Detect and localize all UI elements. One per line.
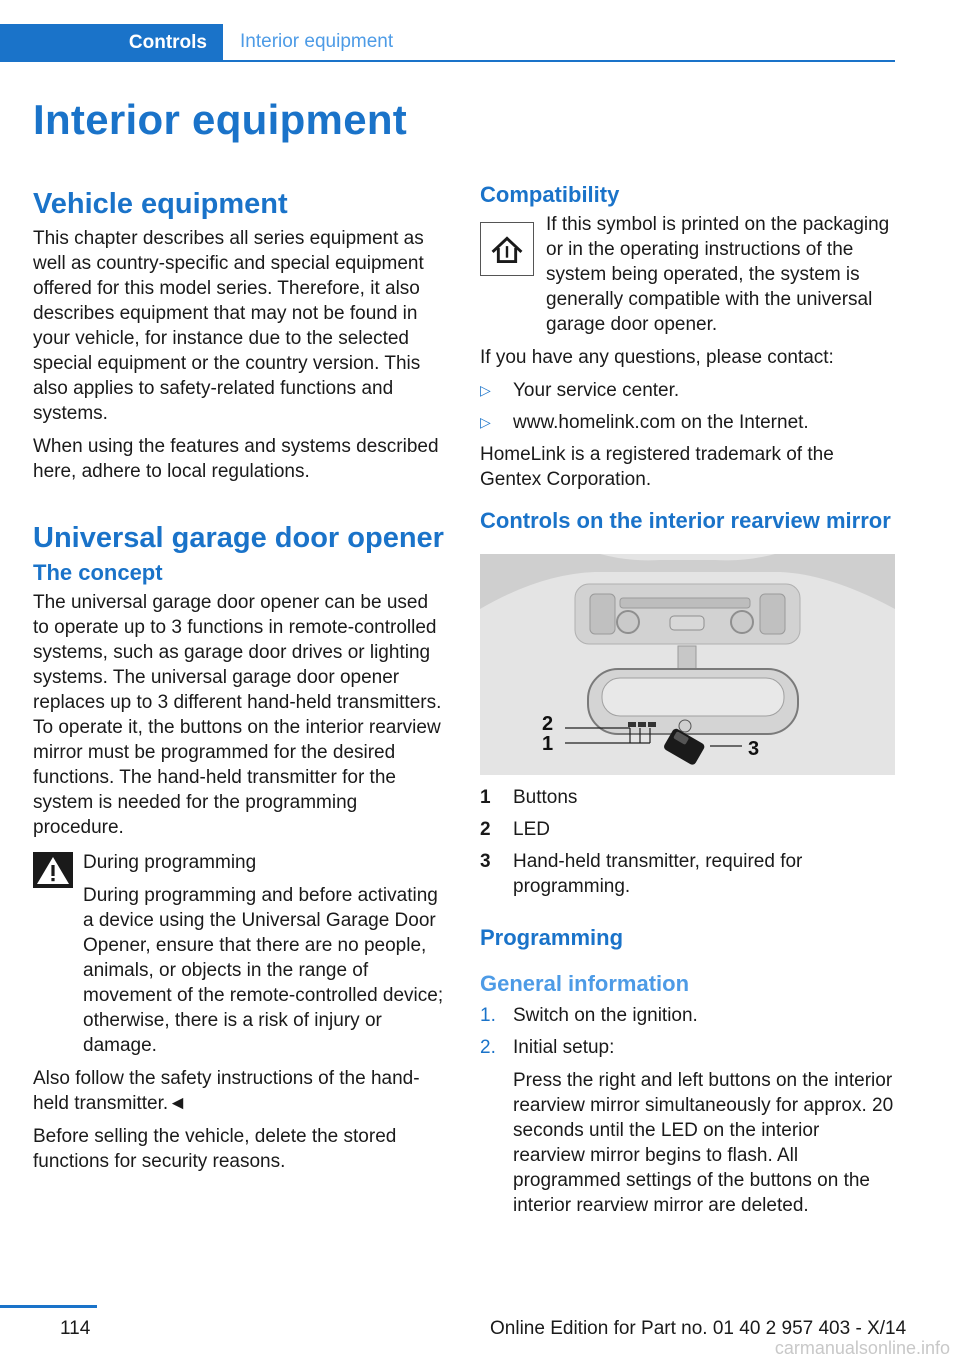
header-rule	[0, 60, 895, 62]
list-item	[480, 1035, 895, 1218]
contact-list	[480, 378, 895, 435]
page-header	[0, 24, 895, 62]
questions-paragraph: If you have any questions, please contact:	[480, 347, 834, 368]
legend-text: LED	[513, 819, 550, 840]
vehicle-equipment-heading: Vehicle equipment	[33, 188, 288, 220]
homelink-house-icon	[480, 222, 534, 276]
rearview-mirror-figure	[480, 554, 895, 775]
triangle-bullet-icon: ▷	[480, 382, 491, 398]
legend-text: Buttons	[513, 787, 578, 808]
warning-transmitter-paragraph: Also follow the safety instructions of the hand-held transmitter.◄	[33, 1068, 420, 1114]
compatibility-block	[480, 212, 895, 337]
warning-block	[33, 850, 448, 1116]
contact-homelink-website[interactable]: www.homelink.com on the Internet.	[513, 412, 809, 433]
contact-service-center: Your service center.	[513, 380, 680, 401]
list-item	[480, 378, 895, 403]
warning-text: During programming and before activating a device using the Universal Garage Door Opener, ensure that there are no people, animals, or objects in the range of movement of the remote-controlled device; otherwise, there is a risk of injury or damage.	[83, 885, 444, 1056]
step-number: 1.	[480, 1005, 496, 1026]
warning-paragraph	[83, 883, 448, 1058]
page-number: 114	[60, 1318, 91, 1339]
list-item	[480, 1003, 895, 1028]
compatibility-heading: Compatibility	[480, 182, 620, 207]
header-tab-controls: Controls	[0, 24, 223, 62]
header-tab-section: Interior equipment	[240, 31, 394, 52]
list-item	[480, 410, 895, 435]
vehicle-equipment-paragraph: This chapter describes all series equipment as well as country-specific and special equipment offered for this model series. Therefore, it also describes equipment that may not be found in your vehicle, for instance due to the selected special equipment or the country version. This also applies to safety-related functions and systems.	[33, 228, 424, 424]
concept-heading: The concept	[33, 560, 163, 585]
programming-heading: Programming	[480, 925, 624, 950]
ugdo-heading: Universal garage door opener	[33, 522, 444, 554]
local-regulations-paragraph: When using the features and systems described here, adhere to local regulations.	[33, 436, 439, 482]
step-detail: Press the right and left buttons on the interior rearview mirror simultaneously for approx. 20 seconds until the LED on the interior rearview mirror begins to flash. All programmed settings of the buttons on the interior rearview mirror are deleted.	[513, 1070, 894, 1216]
warning-triangle-icon	[33, 852, 73, 888]
step-text: Switch on the ignition.	[513, 1005, 698, 1026]
page-title: Interior equipment	[33, 96, 408, 143]
step-number: 2.	[480, 1037, 496, 1058]
watermark: carmanualsonline.info	[774, 1338, 950, 1358]
selling-paragraph: Before selling the vehicle, delete the stored functions for security reasons.	[33, 1126, 397, 1172]
rearview-mirror-illustration	[480, 554, 895, 775]
warning-title: During programming	[83, 852, 257, 873]
figure-label-3: 3	[748, 738, 760, 760]
concept-paragraph: The universal garage door opener can be used to operate up to 3 functions in remote-controlled systems, such as garage door drives or lighting systems. The universal garage door opener replaces up to 3 different hand-held transmitters. To operate it, the buttons on the interior rearview mirror must be programmed for the desired functions. The hand-held transmitter for the system is needed for the programming procedure.	[33, 592, 442, 838]
programming-steps	[480, 1003, 895, 1218]
figure-label-1: 1	[542, 733, 554, 755]
legend-number: 2	[480, 819, 491, 840]
legend-number: 3	[480, 851, 491, 872]
footer-rule	[0, 1305, 97, 1308]
triangle-bullet-icon: ▷	[480, 414, 491, 430]
legend-text: Hand-held transmitter, required for programming.	[513, 851, 803, 897]
figure-label-2: 2	[542, 713, 554, 735]
general-information-heading: General information	[480, 971, 690, 996]
controls-heading: Controls on the interior rearview mirror	[480, 508, 891, 533]
right-column	[480, 182, 895, 1225]
step-text: Initial setup:	[513, 1037, 615, 1058]
left-column	[33, 182, 448, 1182]
figure-legend	[480, 785, 895, 899]
compatibility-paragraph: If this symbol is printed on the packaging or in the operating instructions of the system being operated, the system is generally compatible with the universal garage door opener.	[546, 214, 890, 335]
trademark-paragraph: HomeLink is a registered trademark of the Gentex Corporation.	[480, 444, 834, 490]
legend-number: 1	[480, 787, 491, 808]
footer-edition: Online Edition for Part no. 01 40 2 957 403 - X/14	[490, 1318, 907, 1339]
